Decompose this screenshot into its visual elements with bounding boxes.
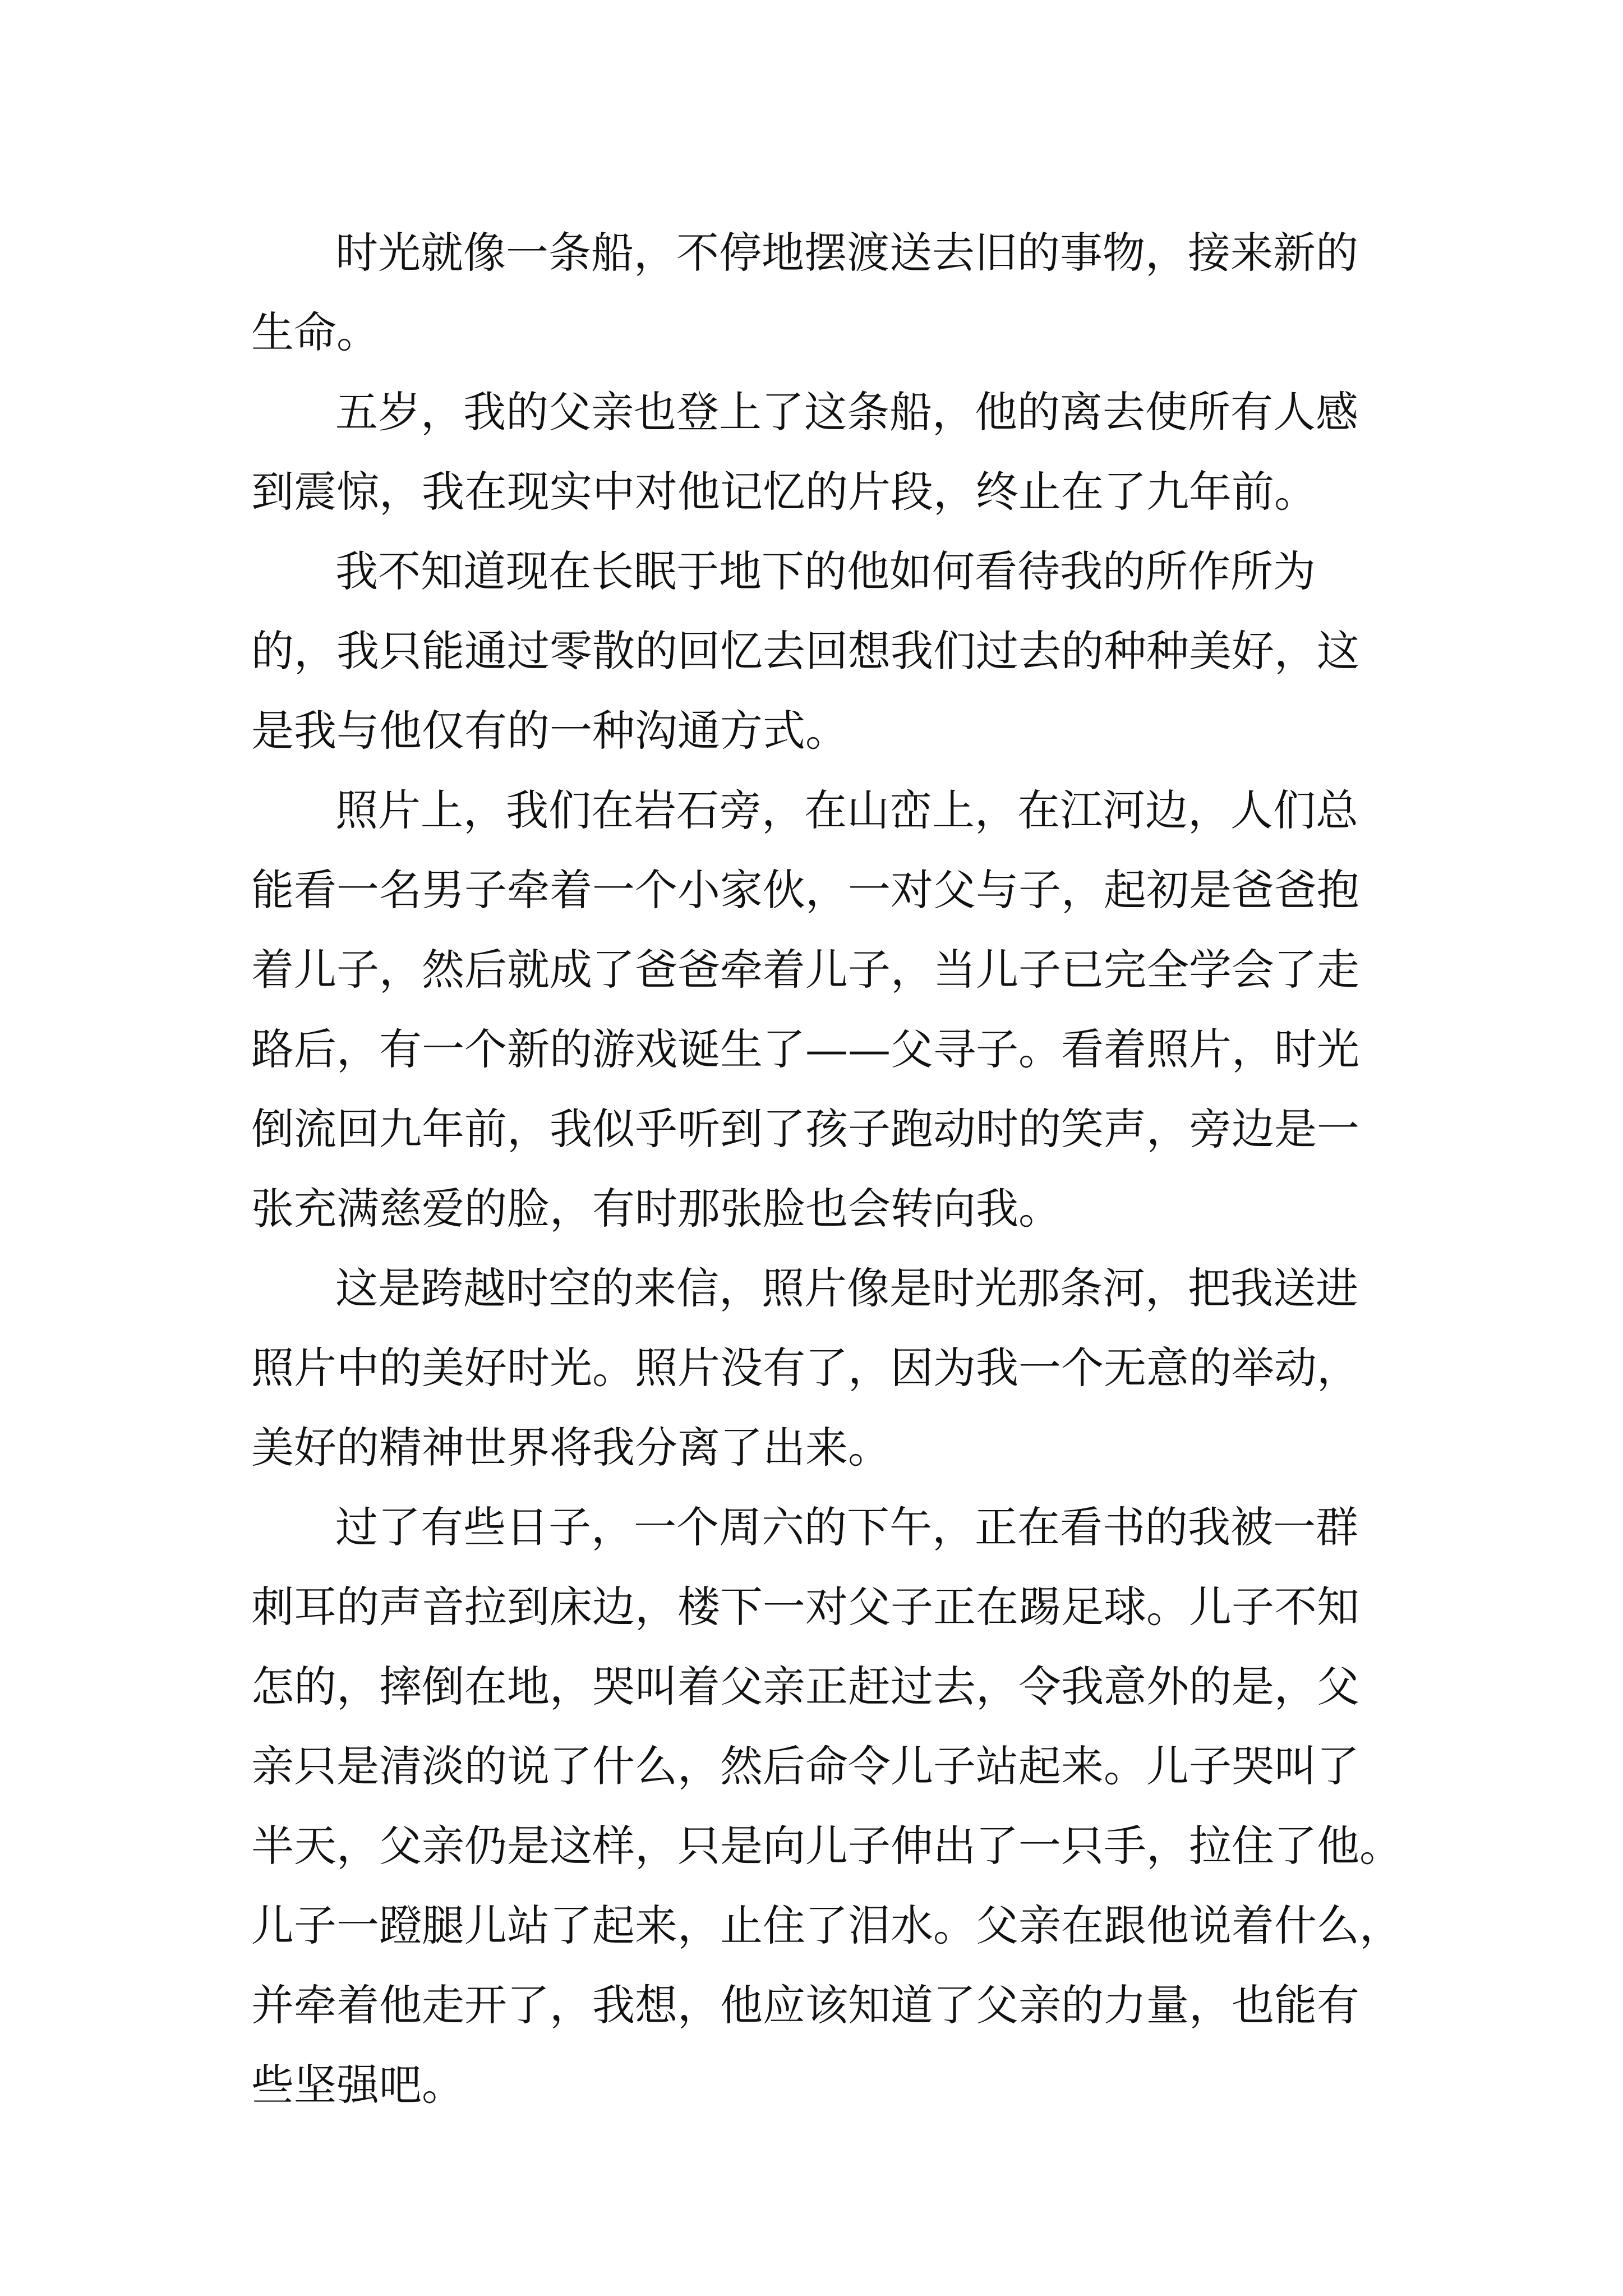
document-body xyxy=(251,213,1402,2125)
text-line: 我不知道现在长眠于地下的他如何看待我的所作所为 xyxy=(335,546,1316,596)
text-line: 着儿子，然后就成了爸爸牵着儿子，当儿子已完全学会了走 xyxy=(251,945,1359,995)
paragraph xyxy=(251,771,1373,1249)
text-line: 照片中的美好时光。照片没有了，因为我一个无意的举动， xyxy=(251,1343,1359,1393)
text-line: 到震惊，我在现实中对他记忆的片段，终止在了九年前。 xyxy=(251,467,1317,517)
text-line: 半天，父亲仍是这样，只是向儿子伸出了一只手，拉住了他。 xyxy=(251,1821,1402,1871)
text-line: 照片上，我们在岩石旁，在山峦上，在江河边，人们总 xyxy=(335,785,1358,835)
text-line: 时光就像一条船，不停地摆渡送去旧的事物，接来新的 xyxy=(335,228,1358,278)
paragraph xyxy=(251,1488,1402,2125)
text-line: 过了有些日子，一个周六的下午，正在看书的我被一群 xyxy=(335,1502,1358,1552)
text-line: 生命。 xyxy=(251,307,379,357)
text-line: 张充满慈爱的脸，有时那张脸也会转向我。 xyxy=(251,1184,1061,1234)
text-line: 是我与他仅有的一种沟通方式。 xyxy=(251,706,848,756)
text-line: 五岁，我的父亲也登上了这条船，他的离去使所有人感 xyxy=(335,387,1358,437)
text-line: 美好的精神世界将我分离了出来。 xyxy=(251,1423,891,1473)
text-line: 儿子一蹬腿儿站了起来，止住了泪水。父亲在跟他说着什么， xyxy=(251,1901,1402,1950)
text-line: 并牵着他走开了，我想，他应该知道了父亲的力量，也能有 xyxy=(251,1980,1359,2030)
text-line: 的，我只能通过零散的回忆去回想我们过去的种种美好，这 xyxy=(251,626,1359,676)
text-line: 能看一名男子牵着一个小家伙，一对父与子，起初是爸爸抱 xyxy=(251,865,1359,915)
text-line: 路后，有一个新的游戏诞生了——父寻子。看着照片，时光 xyxy=(251,1024,1359,1074)
text-line: 些坚强吧。 xyxy=(251,2060,464,2110)
text-line: 刺耳的声音拉到床边，楼下一对父子正在踢足球。儿子不知 xyxy=(251,1582,1359,1632)
text-line: 这是跨越时空的来信，照片像是时光那条河，把我送进 xyxy=(335,1263,1358,1313)
text-line: 倒流回九年前，我似乎听到了孩子跑动时的笑声，旁边是一 xyxy=(251,1104,1359,1154)
text-line: 亲只是清淡的说了什么，然后命令儿子站起来。儿子哭叫了 xyxy=(251,1741,1359,1791)
paragraph xyxy=(251,213,1373,372)
paragraph xyxy=(251,532,1373,771)
paragraph xyxy=(251,372,1373,532)
text-line: 怎的，摔倒在地，哭叫着父亲正赶过去，令我意外的是，父 xyxy=(251,1662,1359,1711)
paragraph xyxy=(251,1249,1373,1488)
